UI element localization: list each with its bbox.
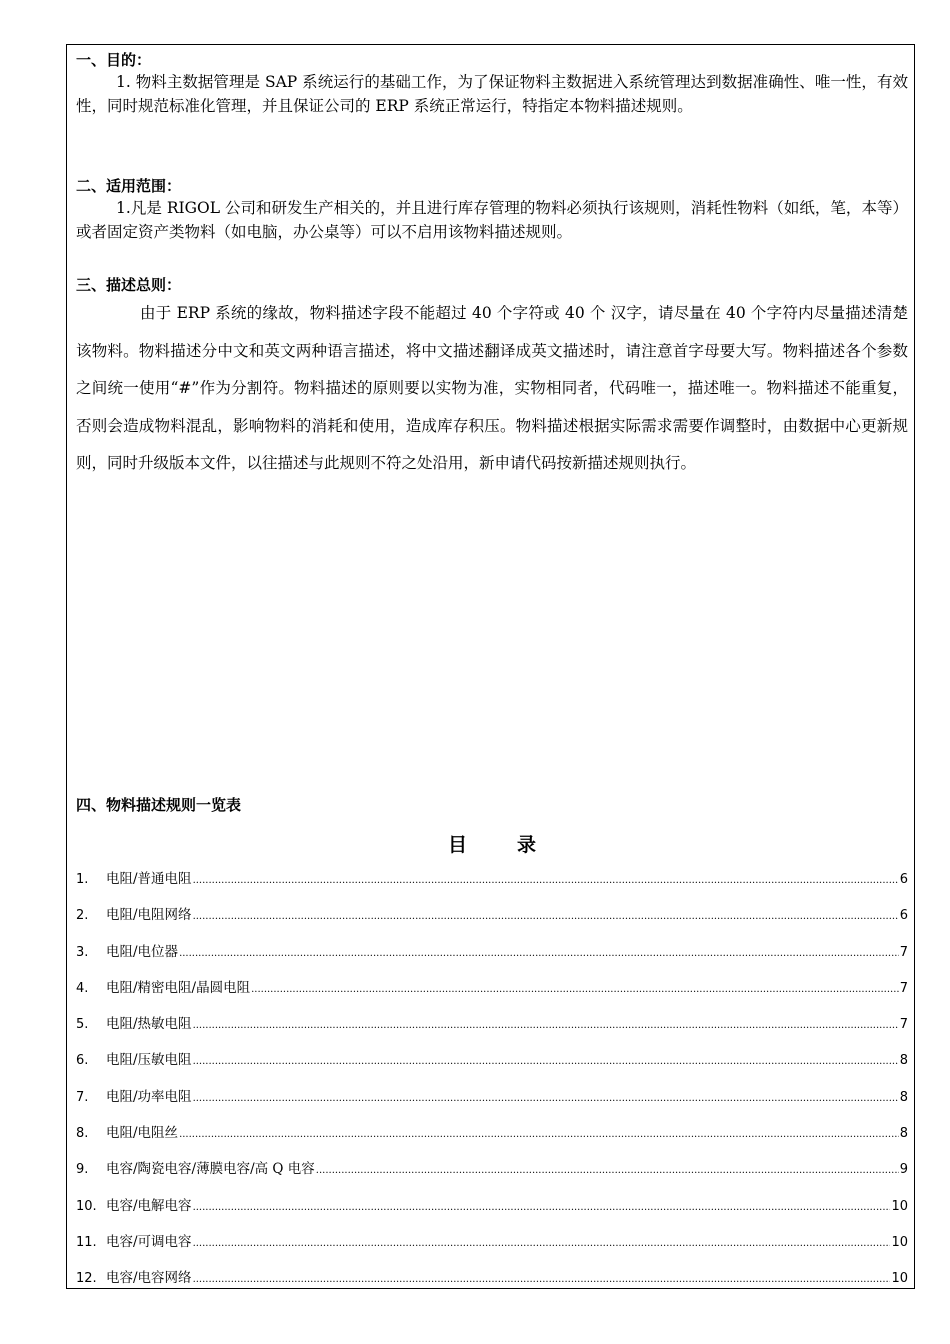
toc-entry-label: 电阻/普通电阻 [106, 871, 192, 887]
section-rules-table-heading: 四、物料描述规则一览表 [76, 796, 242, 814]
toc-entry-label: 电容/可调电容 [106, 1233, 192, 1250]
toc-entry[interactable] [76, 1121, 908, 1157]
toc-dot-leader [193, 907, 899, 923]
toc-title: 目录 [447, 834, 586, 856]
toc-entry-number: 10. [76, 1198, 97, 1214]
toc-dot-leader [193, 1270, 891, 1286]
toc-entry-number: 2. [76, 908, 89, 924]
toc-entry-label: 电阻/功率电阻 [106, 1088, 192, 1105]
toc-dot-leader [193, 1016, 899, 1032]
toc-entry-page: 8 [899, 1089, 908, 1105]
section-general-rules-heading: 三、描述总则： [76, 276, 182, 294]
toc-entry[interactable] [76, 1085, 908, 1121]
section-general-rules [76, 275, 908, 483]
toc-entry-label: 电阻/电位器 [106, 943, 179, 960]
section-general-rules-body: 由于 ERP 系统的缘故，物料描述字段不能超过 40 个字符或 40 个 汉字，请尽量在 40 个字符内尽量描述清楚该物料。物料描述分中文和英文两种语言描述，将中文描述翻译成英文描述时，请注意首字母要大写。物料描述各个参数之间统一使用“#”作为分割符。物料描述的原则要以实物为准，实物相同者，代码唯一，描述唯一。物料描述不能重复，否则会造成物料混乱，影响物料的消耗和使用，造成库存积压。物料描述根据实际需求需要作调整时，由数据中心更新规则，同时升级版本文件，以往描述与此规则不符之处沿用，新申请代码按新描述规则执行。 [76, 304, 908, 472]
toc-entry[interactable] [76, 940, 908, 976]
toc-entry[interactable] [76, 976, 908, 1012]
toc-entry-page: 8 [899, 1126, 908, 1142]
section-scope-heading: 二、适用范围： [76, 177, 182, 195]
toc-entry-page: 10 [891, 1234, 908, 1250]
toc-entry-label: 电阻/电阻网络 [106, 907, 192, 924]
toc-dot-leader [251, 980, 899, 996]
section-purpose-body: 1. 物料主数据管理是 SAP 系统运行的基础工作，为了保证物料主数据进入系统管理达到数据准确性、唯一性，有效性，同时规范标准化管理，并且保证公司的 ERP 系统正常运行，特指定本物料描述规则。 [76, 73, 908, 115]
toc-entry[interactable] [76, 867, 908, 903]
toc-entry-label: 电容/陶瓷电容/薄膜电容/高 Q 电容 [106, 1161, 315, 1178]
toc-entry[interactable] [76, 1194, 908, 1230]
toc-entry-page: 6 [899, 872, 908, 887]
section-rules-table [76, 795, 908, 815]
toc-entry-number: 3. [76, 944, 89, 960]
toc-entry-number: 12. [76, 1271, 97, 1287]
toc-entry-number: 7. [76, 1089, 89, 1105]
section-scope-body: 1.凡是 RIGOL 公司和研发生产相关的，并且进行库存管理的物料必须执行该规则，消耗性物料（如纸，笔，本等）或者固定资产类物料（如电脑，办公桌等）可以不启用该物料描述规则。 [76, 199, 908, 241]
toc-entry-page: 6 [899, 908, 908, 924]
toc-entry-page: 10 [891, 1271, 908, 1287]
toc-entry-label: 电阻/精密电阻/晶圆电阻 [106, 979, 251, 996]
toc-entry[interactable] [76, 1266, 908, 1302]
toc-entry-page: 7 [899, 980, 908, 996]
toc-entry[interactable] [76, 1048, 908, 1084]
toc-entry[interactable] [76, 1012, 908, 1048]
table-of-contents [76, 867, 908, 1303]
toc-entry-number: 11. [76, 1234, 97, 1250]
toc-entry-label: 电容/电容网络 [106, 1270, 192, 1287]
toc-dot-leader [193, 1052, 899, 1068]
section-purpose-heading: 一、目的： [76, 51, 152, 69]
toc-entry[interactable] [76, 1157, 908, 1193]
toc-dot-leader [193, 871, 899, 887]
toc-entry[interactable] [76, 1230, 908, 1266]
toc-entry-number: 5. [76, 1017, 89, 1033]
toc-entry-number: 8. [76, 1126, 89, 1142]
toc-entry-label: 电阻/电阻丝 [106, 1125, 179, 1142]
toc-entry-number: 4. [76, 980, 89, 996]
toc-entry-label: 电容/电解电容 [106, 1197, 192, 1214]
toc-entry-page: 7 [899, 944, 908, 960]
section-scope [76, 176, 908, 244]
toc-entry-number: 6. [76, 1053, 89, 1069]
section-purpose [76, 50, 908, 118]
toc-entry-page: 9 [899, 1162, 908, 1178]
toc-entry-page: 10 [891, 1198, 908, 1214]
toc-entry-page: 7 [899, 1017, 908, 1033]
toc-dot-leader [193, 1089, 899, 1105]
toc-dot-leader [193, 1198, 891, 1214]
toc-dot-leader [193, 1234, 891, 1250]
toc-entry-page: 8 [899, 1053, 908, 1069]
toc-entry-number: 9. [76, 1162, 89, 1178]
toc-dot-leader [316, 1161, 899, 1177]
toc-entry-label: 电阻/压敏电阻 [106, 1052, 192, 1069]
toc-dot-leader [179, 944, 899, 960]
toc-entry-number: 1. [76, 872, 89, 887]
toc-entry-label: 电阻/热敏电阻 [106, 1016, 192, 1033]
toc-entry[interactable] [76, 903, 908, 939]
toc-dot-leader [179, 1125, 899, 1141]
